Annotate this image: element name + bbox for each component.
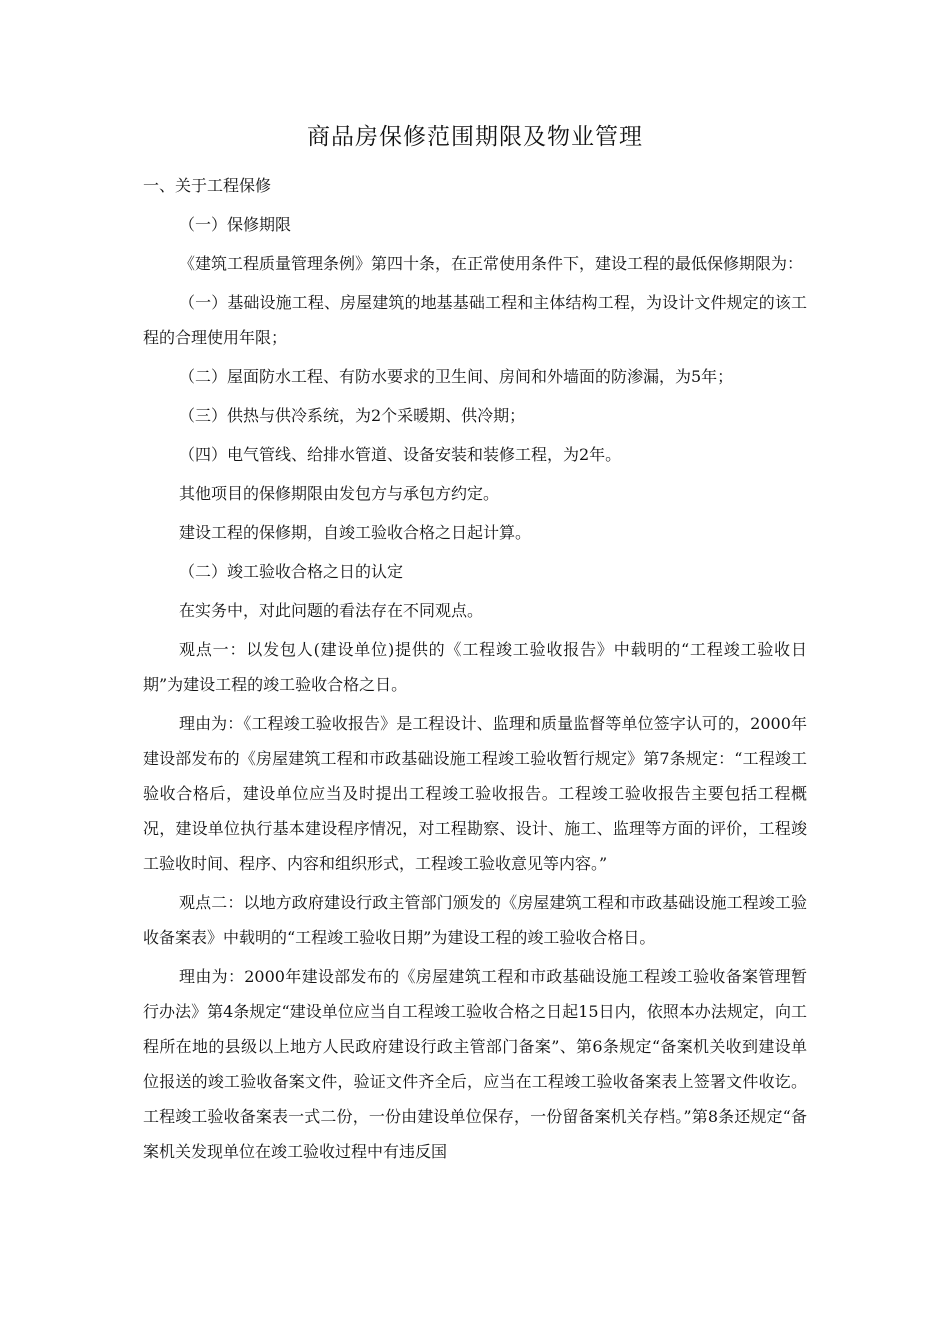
list-item: （二）屋面防水工程、有防水要求的卫生间、房间和外墙面的防渗漏，为5年；	[179, 367, 734, 386]
subsection-heading: （一）保修期限	[179, 215, 292, 234]
paragraph: 建设工程的保修期，自竣工验收合格之日起计算。	[179, 523, 532, 542]
section-heading: 一、关于工程保修	[143, 176, 272, 195]
document-body	[143, 168, 807, 1173]
paragraph: 观点一：以发包人(建设单位)提供的《工程竣工验收报告》中载明的“工程竣工验收日期”为建设工程的竣工验收合格之日。	[143, 640, 807, 694]
paragraph: 理由为：《工程竣工验收报告》是工程设计、监理和质量监督等单位签字认可的，2000年建设部发布的《房屋建筑工程和市政基础设施工程竣工验收暂行规定》第7条规定：“工程竣工验收合格后，建设单位应当及时提出工程竣工验收报告。工程竣工验收报告主要包括工程概况，建设单位执行基本建设程序情况，对工程勘察、设计、施工、监理等方面的评价，工程竣工验收时间、程序、内容和组织形式，工程竣工验收意见等内容。”	[143, 714, 807, 873]
document-title: 商品房保修范围期限及物业管理	[307, 124, 643, 150]
paragraph: 观点二：以地方政府建设行政主管部门颁发的《房屋建筑工程和市政基础设施工程竣工验收备案表》中载明的“工程竣工验收日期”为建设工程的竣工验收合格日。	[143, 893, 807, 947]
paragraph: 在实务中，对此问题的看法存在不同观点。	[179, 601, 484, 620]
list-item: （三）供热与供冷系统，为2个采暖期、供冷期；	[179, 406, 526, 425]
paragraph: 其他项目的保修期限由发包方与承包方约定。	[179, 484, 500, 503]
list-item: （一）基础设施工程、房屋建筑的地基基础工程和主体结构工程，为设计文件规定的该工程的合理使用年限；	[143, 293, 807, 347]
paragraph: 理由为：2000年建设部发布的《房屋建筑工程和市政基础设施工程竣工验收备案管理暂行办法》第4条规定“建设单位应当自工程竣工验收合格之日起15日内，依照本办法规定，向工程所在地的县级以上地方人民政府建设行政主管部门备案”、第6条规定“备案机关收到建设单位报送的竣工验收备案文件，验证文件齐全后，应当在工程竣工验收备案表上签署文件收讫。工程竣工验收备案表一式二份，一份由建设单位保存，一份留备案机关存档。”第8条还规定“备案机关发现单位在竣工验收过程中有违反国	[143, 967, 807, 1161]
list-item: （四）电气管线、给排水管道、设备安装和装修工程，为2年。	[179, 445, 622, 464]
subsection-heading: （二）竣工验收合格之日的认定	[179, 562, 404, 581]
paragraph: 《建筑工程质量管理条例》第四十条，在正常使用条件下，建设工程的最低保修期限为：	[179, 254, 804, 273]
